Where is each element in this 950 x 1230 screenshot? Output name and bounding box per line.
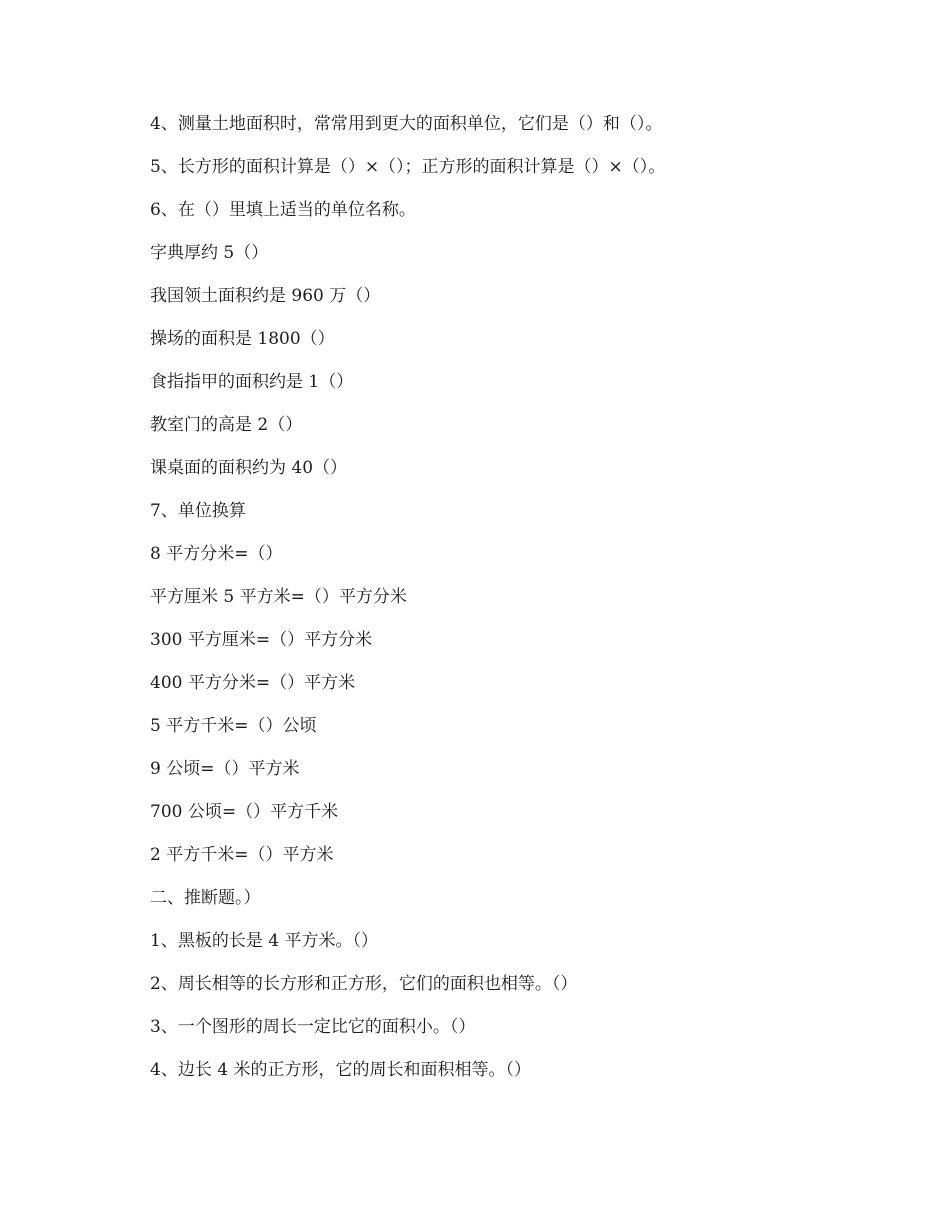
- conversion-item-8: 2 平方千米=（）平方米: [150, 845, 334, 865]
- question-7-unit-conversion: 7、单位换算: [150, 501, 246, 521]
- conversion-item-2: 平方厘米 5 平方米=（）平方分米: [150, 587, 407, 607]
- conversion-item-4: 400 平方分米=（）平方米: [150, 673, 356, 693]
- question-5-area-formulas: 5、长方形的面积计算是（）×（）；正方形的面积计算是（）×（）。: [150, 157, 666, 177]
- conversion-item-5: 5 平方千米=（）公顷: [150, 716, 317, 736]
- item-fingernail-area: 食指指甲的面积约是 1（）: [150, 372, 354, 392]
- section-judgement-heading: 二、推断题。）: [150, 888, 261, 908]
- conversion-item-6: 9 公顷=（）平方米: [150, 759, 300, 779]
- question-4-area-units: 4、测量土地面积时，常常用到更大的面积单位，它们是（）和（）。: [150, 114, 663, 134]
- conversion-item-1: 8 平方分米=（）: [150, 544, 283, 564]
- item-playground-area: 操场的面积是 1800（）: [150, 329, 335, 349]
- conversion-item-7: 700 公顷=（）平方千米: [150, 802, 339, 822]
- judgement-item-4: 4、边长 4 米的正方形，它的周长和面积相等。（）: [150, 1060, 531, 1080]
- item-territory-area: 我国领土面积约是 960 万（）: [150, 286, 381, 306]
- item-door-height: 教室门的高是 2（）: [150, 415, 303, 435]
- judgement-item-3: 3、一个图形的周长一定比它的面积小。（）: [150, 1017, 476, 1037]
- worksheet-lines: [150, 111, 910, 1100]
- judgement-item-1: 1、黑板的长是 4 平方米。（）: [150, 931, 378, 951]
- item-dictionary-thickness: 字典厚约 5（）: [150, 243, 269, 263]
- judgement-item-2: 2、周长相等的长方形和正方形，它们的面积也相等。（）: [150, 974, 578, 994]
- question-6-fill-units: 6、在（）里填上适当的单位名称。: [150, 200, 416, 220]
- conversion-item-3: 300 平方厘米=（）平方分米: [150, 630, 373, 650]
- item-desk-area: 课桌面的面积约为 40（）: [150, 458, 348, 478]
